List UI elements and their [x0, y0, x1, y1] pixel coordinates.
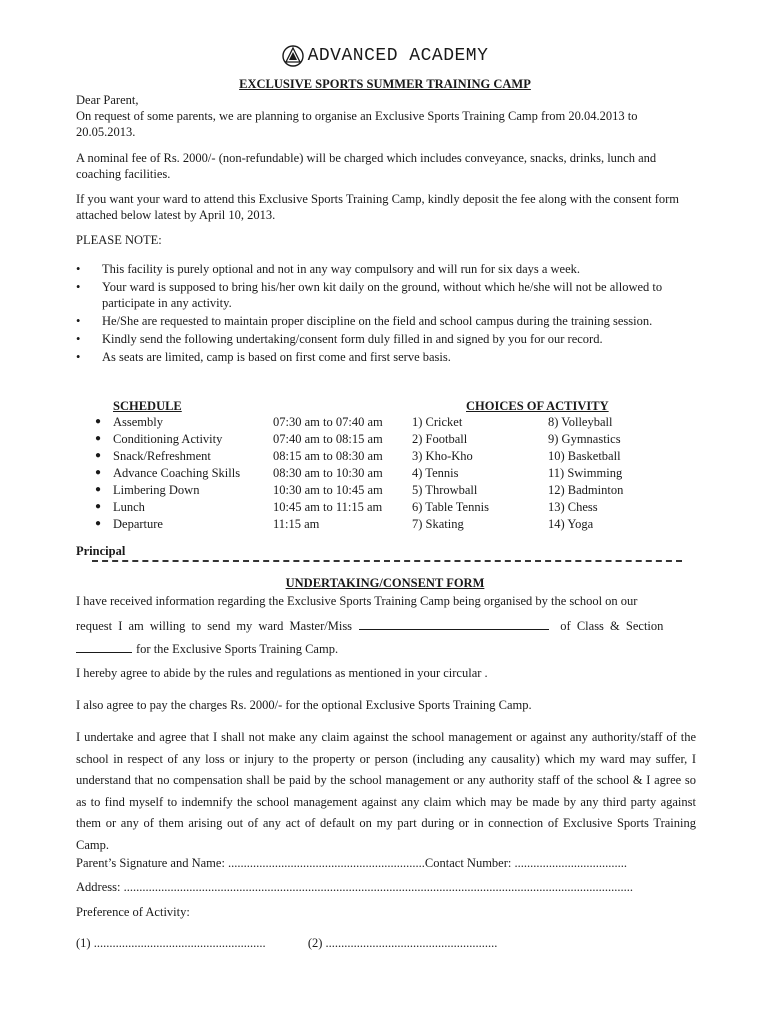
salutation: Dear Parent,: [76, 93, 139, 107]
form-line-ward: request I am willing to send my ward Master/Miss of Class & Section: [76, 619, 664, 633]
preference-1-field[interactable]: .......................................................: [93, 936, 266, 950]
form-line-charges: I also agree to pay the charges Rs. 2000/- for the optional Exclusive Sports Training Camp.: [76, 698, 532, 712]
signature-name-field[interactable]: ...............................................................: [228, 856, 425, 870]
notes-list: [76, 261, 696, 367]
form-line-rules: I hereby agree to abide by the rules and regulations as mentioned in your circular .: [76, 666, 488, 680]
list-item: • This facility is purely optional and not in any way compulsory and will run for six days a week.: [76, 262, 581, 276]
document-page: ADVANCED ACADEMY EXCLUSIVE SPORTS SUMMER TRAINING CAMP Dear Parent, On request of some parents, we are planning to organise an Exclusive Sports Training Camp from 20.04.2013 to 20.05.2013. A nominal fee of Rs. 2000/- (non-refundable) will be charged which includes conveyance, snacks, drinks, lunch and coaching facilities. If you want your ward to attend this Exclusive Sports Training Camp, kindly deposit the fee along with the consent form attached below latest by April 10, 2013. PLEASE NOTE: • This facility is purely optional and not in any way compulsory and will run for six days a week. • Your ward is supposed to bring his/her own kit daily on the ground, without which he/she will not be allowed to participate in any activity. • He/She are requested to maintain proper discipline on the field and school campus during the training session. • Kindly send the following undertaking/consent form duly filled in and signed by you for our record. • As seats are limited, camp is based on first come and first serve basis. SCHEDULE CHOICES OF ACTIVITY ● Assembly 07:30 am to 07:40 am ● Conditioning Activity 07:40 am to 08:15 am ● Snack/Refreshment 08:15 am to 08:30 am ● Advance Coaching Skills 08:30 am to 10:30 am ● Limbering Down 10:30 am to 10:45 am ● Lunch 10:45 am to 11:15 am ● Departure 11:15 am 1) Cricket 2) Football 3) Kho-Kho 4) Tennis 5) Throwball 6) Table Tennis 7) Skating 8) Volleyball 9) Gymnastics 10) Basketball 11) Swimming 12) Badminton 13) Chess 14) Yoga Principal UNDERTAKING/CONSENT FORM I have received information regarding the Exclusive Sports Training Camp being organised by the school on our request I am willing to send my ward Master/Miss of Class & Section for the Exclusive Sports Training Camp. I hereby agree to abide by the rules and regulations as mentioned in your circular . I also agree to pay the charges Rs. 2000/- for the optional Exclusive Sports Training Camp. I undertake and agree that I shall not make any claim against the school management or against any authority/staff of the school in respect of any loss or injury to the property or person (including any causality) which my ward may suffer, I understand that no compensation shall be paid by the school management or any authority staff of the school & I agree so as to find myself to indemnify the school management against any claim which may be made by any third party against them or any of them arising out of any act of default on my part during or in connection of Exclusive Sports Training Camp. Parent’s Signature and Name: ...............................................................Contact Number: .................................... Address: ................................................................................................................................................................... Preference of Activity: (1) ....................................................... (2) .......................................................: [0, 0, 770, 1024]
list-item: • He/She are requested to maintain proper discipline on the field and school campus during the training session.: [76, 314, 653, 328]
signoff-principal: Principal: [76, 544, 126, 558]
form-line-section: for the Exclusive Sports Training Camp.: [76, 640, 696, 657]
list-item: 6) Table Tennis: [412, 500, 489, 514]
paragraph-fee: A nominal fee of Rs. 2000/- (non-refundable) will be charged which includes conveyance, snacks, drinks, lunch and coaching facilities.: [76, 151, 657, 181]
form-title: UNDERTAKING/CONSENT FORM: [285, 576, 485, 590]
list-item: • Your ward is supposed to bring his/her own kit daily on the ground, without which he/she will not be allowed to participate in any activity.: [76, 280, 663, 310]
note-label: PLEASE NOTE:: [76, 233, 162, 247]
ward-name-field[interactable]: [359, 617, 549, 630]
form-paragraph-undertaking: I undertake and agree that I shall not make any claim against the school management or against any authority/staff of the school in respect of any loss or injury to the property or person (including any causality) which my ward may suffer, I understand that no compensation shall be paid by the school management or any authority staff of the school & I agree so as to find myself to indemnify the school management against any claim which may be made by any third party against them or any of them arising out of any act of default on my part during or in connection of Exclusive Sports Training Camp.: [76, 730, 696, 852]
contact-number-field[interactable]: ....................................: [514, 856, 627, 870]
school-name: ADVANCED ACADEMY: [307, 46, 489, 66]
paragraph-deposit: If you want your ward to attend this Exclusive Sports Training Camp, kindly deposit the fee along with the consent form attached below latest by April 10, 2013.: [76, 192, 680, 222]
letterhead: [0, 45, 770, 67]
choices-column-1: [412, 414, 489, 533]
cut-line-divider: [92, 560, 682, 563]
form-line-signature: Parent’s Signature and Name: ...............................................................Contact Number: ....................................: [76, 856, 627, 870]
choices-heading: CHOICES OF ACTIVITY: [466, 399, 609, 413]
choices-column-2: [548, 414, 623, 533]
list-item: • Kindly send the following undertaking/consent form duly filled in and signed by you for our record.: [76, 332, 603, 346]
list-item: 4) Tennis: [412, 466, 459, 480]
list-item: 10) Basketball: [548, 449, 621, 463]
form-line-address: Address: ...................................................................................................................................................................: [76, 880, 633, 894]
list-item: • As seats are limited, camp is based on first come and first serve basis.: [76, 350, 451, 364]
list-item: 7) Skating: [412, 517, 464, 531]
list-item: 2) Football: [412, 432, 468, 446]
list-item: 3) Kho-Kho: [412, 449, 473, 463]
list-item: 11) Swimming: [548, 466, 623, 480]
form-line-received: I have received information regarding the Exclusive Sports Training Camp being organised by the school on our: [76, 594, 638, 608]
preference-2-field[interactable]: .......................................................: [325, 936, 498, 950]
list-item: 12) Badminton: [548, 483, 624, 497]
form-line-preference: Preference of Activity:: [76, 905, 190, 919]
form-line-preference-choices: (1) ....................................................... (2) .......................................................: [76, 936, 498, 950]
address-field[interactable]: ...................................................................................................................................................................: [123, 880, 633, 894]
list-item: 13) Chess: [548, 500, 598, 514]
paragraph-intro: On request of some parents, we are planning to organise an Exclusive Sports Training Camp from 20.04.2013 to 20.05.2013.: [76, 109, 638, 139]
school-crest-icon: [282, 45, 304, 67]
list-item: 9) Gymnastics: [548, 432, 621, 446]
list-item: 1) Cricket: [412, 415, 463, 429]
document-title: EXCLUSIVE SPORTS SUMMER TRAINING CAMP: [239, 77, 531, 91]
list-item: 5) Throwball: [412, 483, 478, 497]
schedule-heading: SCHEDULE: [113, 399, 182, 413]
list-item: 8) Volleyball: [548, 415, 613, 429]
list-item: 14) Yoga: [548, 517, 594, 531]
section-field[interactable]: [76, 640, 132, 653]
